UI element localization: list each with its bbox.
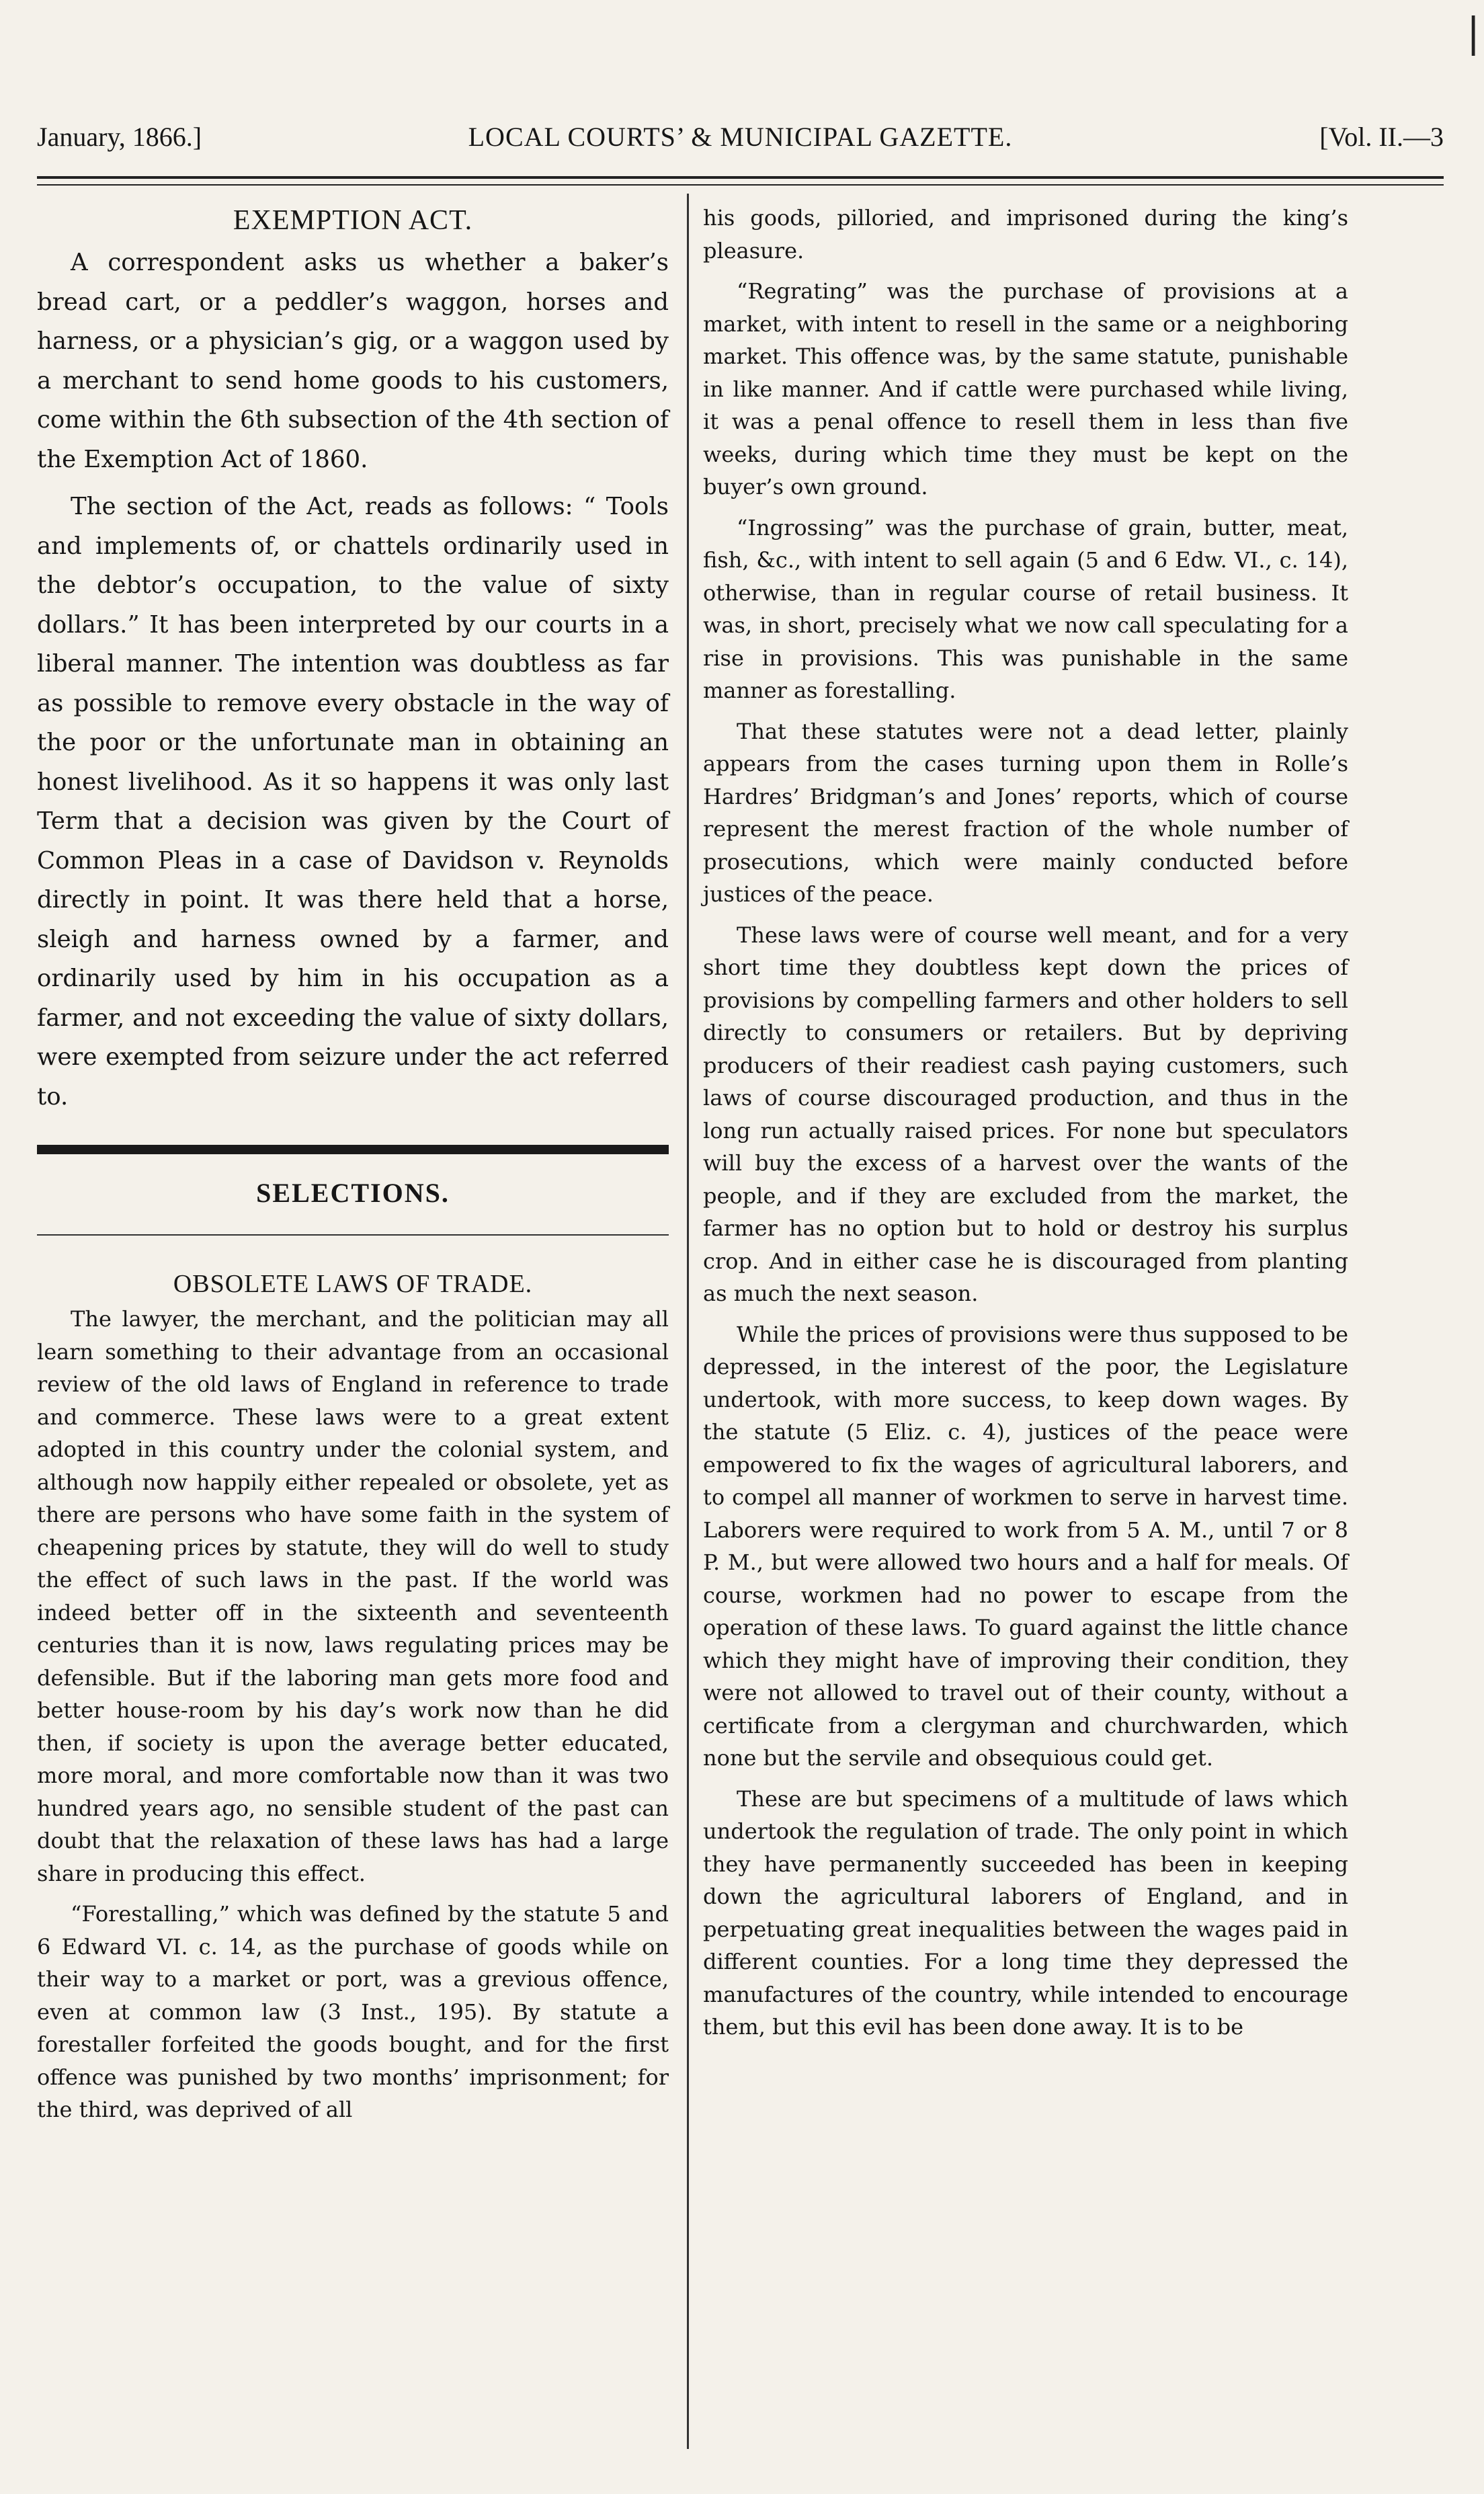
- margin-mark: |: [1467, 9, 1481, 56]
- section-divider-thin: [37, 1234, 669, 1236]
- section-divider: [37, 1145, 669, 1154]
- article-paragraph: These are but specimens of a multitude of laws which undertook the regulation of trade. The only point in which they have permanently succeeded has been in keeping down the agricultural laborers of England, and in perpetuating great inequalities between the wages paid in different counties. For a long time they depressed the manufactures of the country, while intended to encourage them, but this evil has been done away. It is to be: [703, 1785, 1348, 2040]
- article-paragraph: The lawyer, the merchant, and the politician may all learn something to their advantage from an occasional review of the old laws of England in reference to trade and commerce. These laws were to a great extent adopted in this country under the colonial system, and although now happily either repealed or obsolete, yet as there are persons who have some faith in the system of cheapening prices by statute, they will do well to study the effect of such laws in the past. If the world was indeed better off in the sixteenth and seventeenth centuries than it is now, laws regulating prices may be defensible. But if the laboring man gets more food and better house-room by his day’s work now than he did then, if society is upon the average better educated, more moral, and more comfortable now than it was two hundred years ago, no sensible student of the past can doubt that the relaxation of these laws has had a large share in producing this effect.: [37, 1306, 669, 1886]
- header-date: January, 1866.]: [37, 122, 202, 152]
- obsolete-article: [37, 1269, 669, 2126]
- header-rule-top: [37, 176, 1444, 179]
- header-volume: [Vol. II.—3: [1319, 122, 1444, 152]
- article-paragraph: The section of the Act, reads as follows: “ Tools and implements of, or chattels ordinarily used in the debtor’s occupation, to the value of sixty dollars.” It has been interpreted by our courts in a liberal manner. The intention was doubtless as far as possible to remove every obstacle in the way of the poor or the unfortunate man in obtaining an honest livelihood. As it so happens it was only last Term that a decision was given by the Court of Common Pleas in a case of Davidson v. Reynolds directly in point. It was there held that a horse, sleigh and harness owned by a farmer, and ordinarily used by him in his occupation as a farmer, and not exceeding the value of sixty dollars, were exempted from seizure under the act referred to.: [37, 493, 669, 1111]
- article-paragraph: These laws were of course well meant, and for a very short time they doubtless kept down the prices of provisions by compelling farmers and other holders to sell directly to consumers or retailers. But by depriving producers of their readiest cash paying customers, such laws of course discouraged production, and thus in the long run actually raised prices. For none but speculators will buy the excess of a harvest over the wants of the people, and if they are excluded from the market, the farmer has no option but to hold or destroy his surplus crop. And in either case he is discouraged from planting as much the next season.: [703, 922, 1348, 1306]
- section-heading: SELECTIONS.: [256, 1178, 450, 1208]
- header-rule-bottom: [37, 184, 1444, 186]
- left-column: [37, 202, 669, 2126]
- article-paragraph-continued: his goods, pilloried, and imprisoned during the king’s pleasure.: [703, 205, 1348, 264]
- article-paragraph: While the prices of provisions were thus supposed to be depressed, in the interest of the poor, the Legislature undertook, with more success, to keep down wages. By the statute (5 Eliz. c. 4), justices of the peace were empowered to fix the wages of agricultural laborers, and to compel all manner of workmen to serve in harvest time. Laborers were required to work from 5 A. M., until 7 or 8 P. M., but were allowed two hours and a half for meals. Of course, workmen had no power to escape from the operation of these laws. To guard against the little chance which they might have of improving their condition, they were not allowed to travel out of their county, without a certificate from a clergyman and churchwarden, which none but the servile and obsequious could get.: [703, 1321, 1348, 1771]
- article-paragraph: “Regrating” was the purchase of provisions at a market, with intent to resell in the same or a neighboring market. This offence was, by the same statute, punishable in like manner. And if cattle were purchased while living, it was a penal offence to resell them in less than five weeks, during which time they must be kept on the buyer’s own ground.: [703, 278, 1348, 499]
- article-paragraph: A correspondent asks us whether a baker’s bread cart, or a peddler’s waggon, horses and harness, or a physician’s gig, or a waggon used by a merchant to send home goods to his customers, come within the 6th subsection of the 4th section of the Exemption Act of 1860.: [37, 249, 669, 473]
- right-column: [703, 202, 1348, 2044]
- article-title: EXEMPTION ACT.: [233, 205, 473, 236]
- article-paragraph: “Ingrossing” was the purchase of grain, butter, meat, fish, &c., with intent to sell again (5 and 6 Edw. VI., c. 14), otherwise, than in regular course of retail business. It was, in short, precisely what we now call speculating for a rise in provisions. This was punishable in the same manner as forestalling.: [703, 514, 1348, 703]
- header-title: LOCAL COURTS’ & MUNICIPAL GAZETTE.: [468, 122, 1013, 152]
- exemption-article: [37, 204, 669, 1117]
- article-paragraph: That these statutes were not a dead letter, plainly appears from the cases turning upon them in Rolle’s Hardres’ Bridgman’s and Jones’ reports, which of course represent the merest fraction of the whole number of prosecutions, which were mainly conducted before justices of the peace.: [703, 718, 1348, 907]
- article-title: OBSOLETE LAWS OF TRADE.: [173, 1270, 533, 1298]
- article-paragraph: “Forestalling,” which was defined by the statute 5 and 6 Edward VI. c. 14, as the purchase of goods while on their way to a market or port, was a grevious offence, even at common law (3 Inst., 195). By statute a forestaller forfeited the goods bought, and for the first offence was punished by two months’ imprisonment; for the third, was deprived of all: [37, 1901, 669, 2122]
- column-divider: [687, 194, 689, 2449]
- running-header: [37, 121, 1444, 168]
